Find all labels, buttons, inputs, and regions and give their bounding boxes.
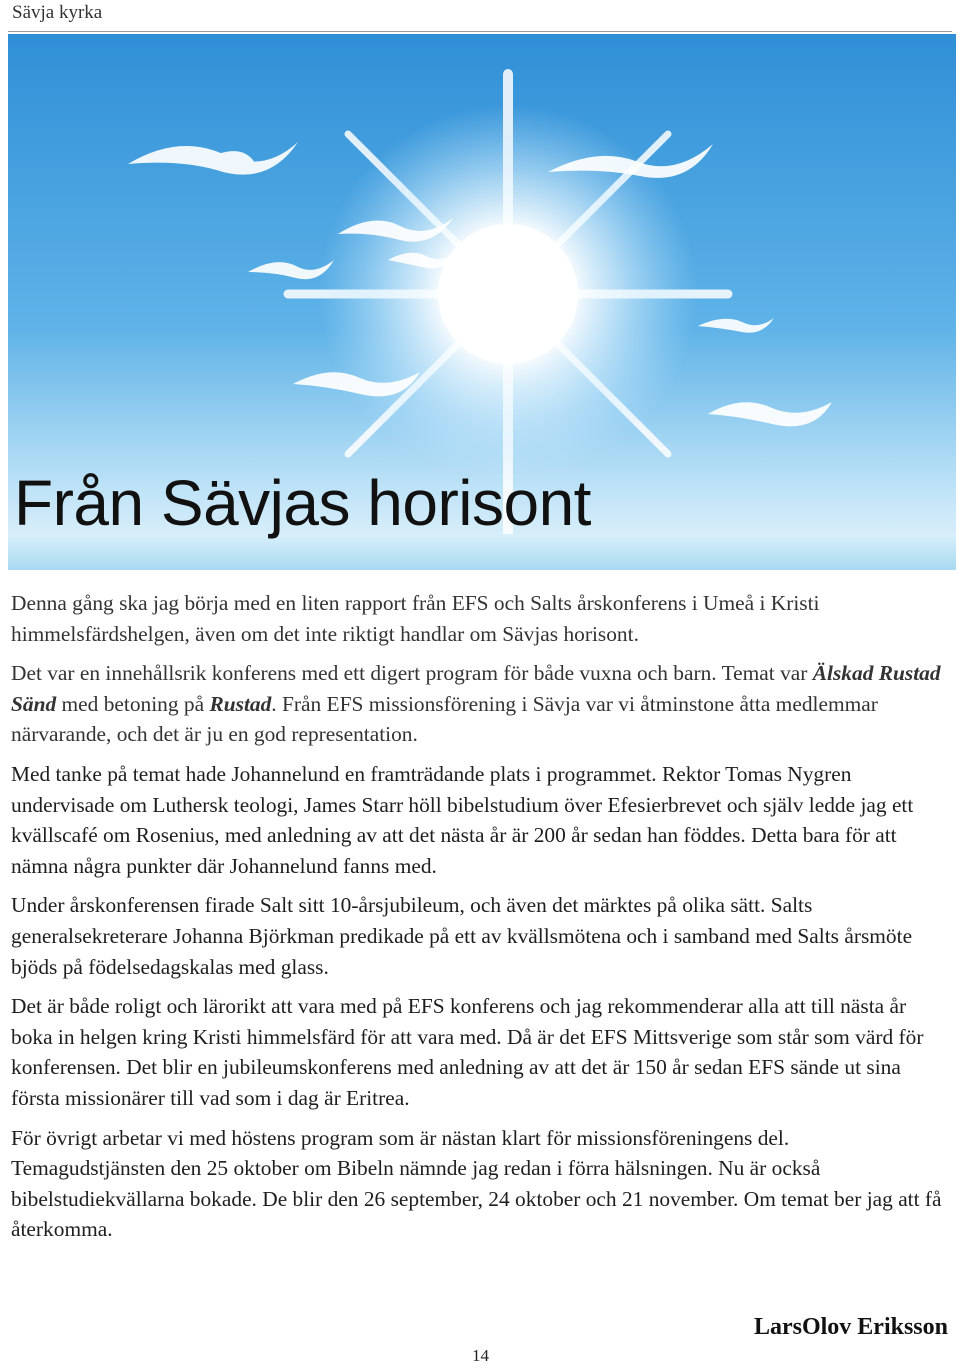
header-divider [8, 31, 952, 32]
hero-image [8, 34, 956, 570]
theme-emphasis: Rustad [209, 691, 272, 716]
paragraph-5: Det är både roligt och lärorikt att vara med på EFS konferens och jag rekommenderar alla att till nästa år boka in helgen kring Kristi himmelsfärd för att vara med. Då är det EFS Mittsverige som står som värd för konferensen. Det blir en jubileumskonferens med anledning av att det är 150 år sedan EFS sände ut sina första missionärer till vad som i dag är Eritrea. [11, 994, 924, 1110]
paragraph-2-text-c: . Från EFS missionsförening i Sävja var vi åtminstone åtta medlemmar närvarande, och det är ju en god representation. [11, 691, 878, 747]
paragraph-2 [11, 658, 947, 750]
page-number: 14 [472, 1346, 489, 1365]
paragraph-6: För övrigt arbetar vi med höstens program som är nästan klart för missionsföreningens del. Temagudstjänsten den 25 oktober om Bibeln nämnde jag redan i förra hälsningen. Nu är också bibelstudiekvällarna bokade. De blir den 26 september, 24 oktober och 21 november. Om temat ber jag att få återkomma. [11, 1125, 942, 1242]
paragraph-4: Under årskonferensen firade Salt sitt 10-årsjubileum, och även det märktes på olika sätt. Salts generalsekreterare Johanna Björkman predikade på ett av kvällsmötena och i samband med Salts årsmöte bjöds på födelsedagskalas med glass. [11, 893, 913, 979]
running-header: Sävja kyrka [12, 2, 103, 23]
paragraph-2-text-b: med betoning på [56, 691, 210, 716]
paragraph-3: Med tanke på temat hade Johannelund en framträdande plats i programmet. Rektor Tomas Nygren undervisade om Luthersk teologi, James Starr höll bibelstudium över Efesierbrevet och själv ledde jag ett kvällscafé om Rosenius, med anledning av att det nästa år är 200 år sedan han föddes. Detta bara för att nämna några punkter där Johannelund fanns med. [11, 761, 914, 878]
conference-theme: Älskad Rustad Sänd [11, 661, 941, 716]
author-signature: LarsOlov Eriksson [753, 1314, 948, 1340]
page-title: Från Sävjas horisont [14, 467, 591, 539]
paragraph-2-text: Det var en innehållsrik konferens med ett digert program för både vuxna och barn. Temat var [11, 661, 813, 686]
article-body [11, 588, 947, 1254]
paragraph-1: Denna gång ska jag börja med en liten rapport från EFS och Salts årskonferens i Umeå i Kristi himmelsfärdshelgen, även om det inte riktigt handlar om Sävjas horisont. [11, 591, 820, 646]
